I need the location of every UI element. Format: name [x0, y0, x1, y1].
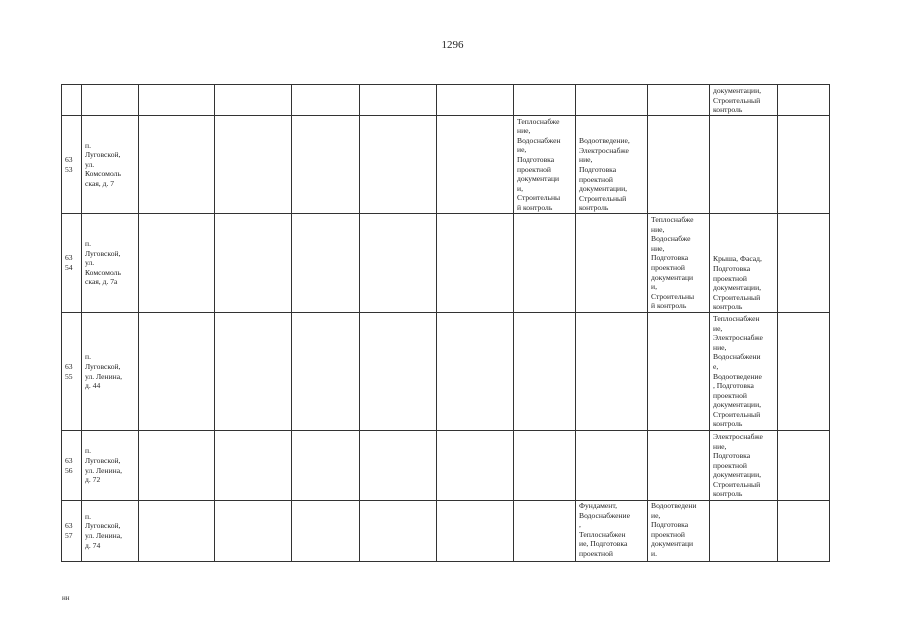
work-types-cell: Водоотведение, Электроснабже ние, Подготовка проектной документации, Строительный контроль: [576, 116, 648, 214]
address-cell: п. Луговской, ул. Ленина, д. 74: [82, 501, 139, 562]
work-types-cell: [576, 431, 648, 501]
work-types-cell: Электроснабже ние, Подготовка проектной документации, Строительный контроль: [710, 431, 778, 501]
table-row: [62, 313, 830, 431]
page-number: 1296: [441, 39, 464, 51]
work-types-cell: Крыша, Фасад, Подготовка проектной документации, Строительный контроль: [710, 214, 778, 313]
table-row-continued: [62, 85, 830, 116]
work-types-cell: [514, 313, 576, 431]
work-types-cell: [514, 501, 576, 562]
row-number: 63 57: [62, 501, 82, 562]
table-row: [62, 214, 830, 313]
table-row: [62, 116, 830, 214]
row-number: 63 54: [62, 214, 82, 313]
address-cell: п. Луговской, ул. Ленина, д. 44: [82, 313, 139, 431]
work-types-cell: документации, Строительный контроль: [710, 85, 778, 116]
work-types-cell: Теплоснабже ние, Водоснабже ние, Подготовка проектной документаци и, Строительны й контроль: [648, 214, 710, 313]
work-types-cell: [648, 116, 710, 214]
table-row: [62, 501, 830, 562]
address-cell: п. Луговской, ул. Комсомоль ская, д. 7а: [82, 214, 139, 313]
work-types-cell: [648, 431, 710, 501]
row-number: 63 53: [62, 116, 82, 214]
work-types-cell: [576, 313, 648, 431]
row-number: 63 55: [62, 313, 82, 431]
work-types-cell: Теплоснабже ние, Водоснабжен ие, Подготовка проектной документаци и, Строительны й контроль: [514, 116, 576, 214]
work-types-cell: [576, 214, 648, 313]
work-types-cell: Водоотведени ие, Подготовка проектной документаци и.: [648, 501, 710, 562]
work-types-cell: [514, 431, 576, 501]
works-table: [61, 84, 830, 562]
work-types-cell: [648, 313, 710, 431]
row-number: 63 56: [62, 431, 82, 501]
work-types-cell: [710, 116, 778, 214]
table-row: [62, 431, 830, 501]
address-cell: п. Луговской, ул. Комсомоль ская, д. 7: [82, 116, 139, 214]
work-types-cell: [710, 501, 778, 562]
work-types-cell: Теплоснабжен ие, Электроснабже ние, Водоснабжени е, Водоотведение , Подготовка проектной документации, Строительный контроль: [710, 313, 778, 431]
work-types-cell: [514, 214, 576, 313]
address-cell: п. Луговской, ул. Ленина, д. 72: [82, 431, 139, 501]
work-types-cell: Фундамент, Водоснабжение , Теплоснабжен ие, Подготовка проектной: [576, 501, 648, 562]
footer-mark: нн: [62, 594, 70, 602]
